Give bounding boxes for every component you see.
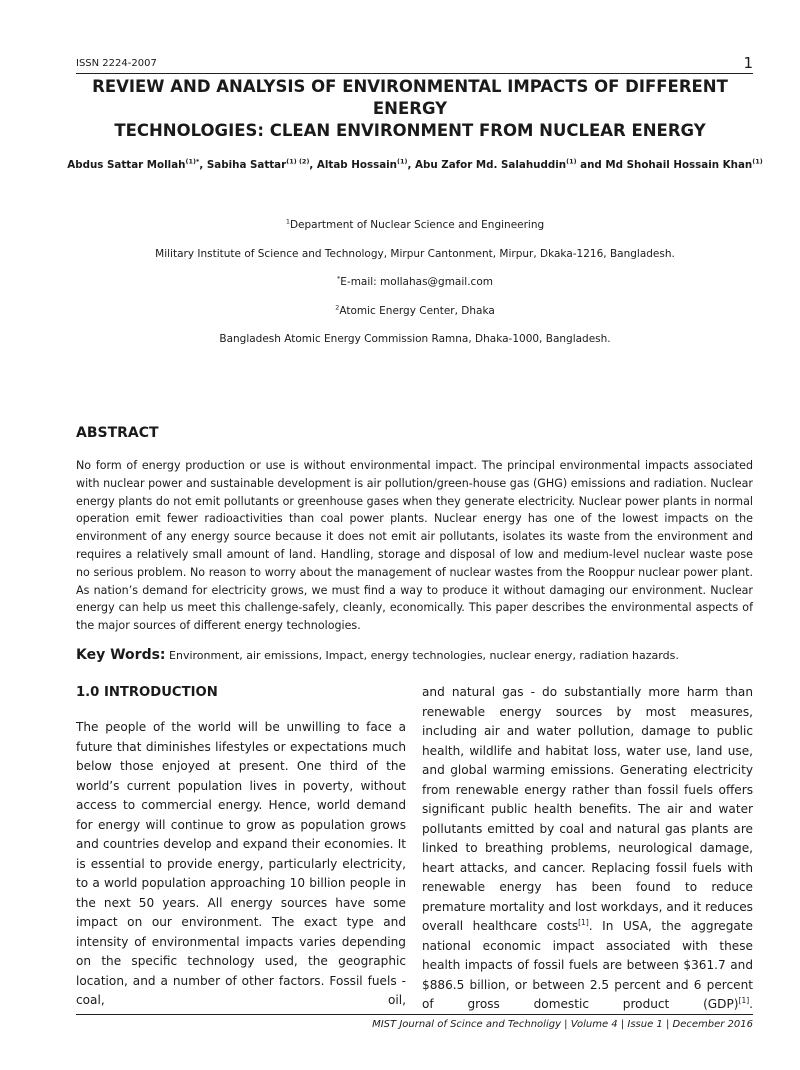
affiliation-department-text: Department of Nuclear Science and Engineering [289, 219, 545, 231]
author-separator: , [407, 159, 415, 171]
author-affiliation-marker: (1) [752, 157, 763, 166]
paper-title [60, 76, 760, 142]
title-line-1: REVIEW AND ANALYSIS OF ENVIRONMENTAL IMPACTS OF DIFFERENT ENERGY [92, 77, 728, 118]
email-text: E-mail: mollahas@gmail.com [340, 276, 493, 288]
footer-rule [76, 1014, 753, 1015]
author-list [40, 159, 790, 171]
author-separator: , [199, 159, 207, 171]
affiliation-department [0, 219, 800, 231]
title-line-2: TECHNOLOGIES: CLEAN ENVIRONMENT FROM NUCLEAR ENERGY [114, 121, 706, 140]
page-number: 1 [743, 54, 753, 72]
author-name: Abu Zafor Md. Salahuddin [414, 159, 567, 171]
author-name: Sabiha Sattar [206, 159, 287, 171]
keywords [76, 647, 679, 663]
header-rule [76, 73, 753, 74]
author-name: Altab Hossain [316, 159, 398, 171]
introduction-right-text-3: . [749, 997, 753, 1011]
author-affiliation-marker: (1) (2) [286, 157, 310, 166]
affiliation-center-text: Atomic Energy Center, Dhaka [339, 305, 495, 317]
abstract-text: No form of energy production or use is without environmental impact. The principal environmental impacts associated with nuclear power and sustainable development is air pollution/green-house gas (GHG) emissions and radiation. Nuclear energy plants do not emit pollutants or greenhouse gases when they generate electricity. Nuclear power plants in normal operation emit fewer radioactivities than coal power plants. Nuclear energy has one of the lowest impacts on the environment of any energy source because it does not emit air pollutants, isolates its waste from the environment and requires a relatively small amount of land. Handling, storage and disposal of low and medium-level nuclear waste pose no serious problem. No reason to worry about the management of nuclear wastes from the Rooppur nuclear power plant. As nation’s demand for electricity grows, we must find a way to produce it without damaging our environment. Nuclear energy can help us meet this challenge-safely, cleanly, economically. This paper describes the environmental aspects of the major sources of different energy technologies. [76, 459, 753, 633]
introduction-right-text-2: . In USA, the aggregate national economic impact associated with these health impacts of fossil fuels are between $361.7 and $886.5 billion, or between 2.5 percent and 6 percent of gross domestic product (GDP) [422, 919, 753, 1011]
author-separator: and [576, 159, 606, 171]
author-affiliation-marker: (1)* [185, 157, 200, 166]
abstract-heading: ABSTRACT [76, 425, 159, 441]
keywords-label: Key Words: [76, 647, 166, 663]
introduction-left-column: The people of the world will be unwilling to face a future that diminishes lifestyles or expectations much below those enjoyed at present. One third of the world’s current population lives in poverty, without access to commercial energy. Hence, world demand for energy will continue to grow as population grows and countries develop and expand their economies. It is essential to provide energy, particularly electricity, to a world population approaching 10 billion people in the next 50 years. All energy sources have some impact on our environment. The exact type and intensity of environmental impacts varies depending on the specific technology used, the geographic location, and a number of other factors. Fossil fuels -coal, oil, [76, 720, 406, 1007]
issn-label: ISSN 2224-2007 [76, 58, 157, 69]
journal-footer: MIST Journal of Scince and Technoligy | Volume 4 | Issue 1 | December 2016 [372, 1019, 753, 1030]
affiliation-email [0, 276, 800, 288]
introduction-right-column [422, 683, 753, 1015]
affiliation-center [0, 305, 800, 317]
email-marker: * [337, 274, 341, 283]
author-name: Md Shohail Hossain Khan [605, 159, 753, 171]
author-affiliation-marker: (1) [397, 157, 408, 166]
author-separator: , [309, 159, 317, 171]
affiliation-institute: Military Institute of Science and Technology, Mirpur Cantonment, Mirpur, Dkaka-1216, Bangladesh. [155, 248, 675, 260]
author-affiliation-marker: (1) [566, 157, 577, 166]
keywords-text: Environment, air emissions, Impact, energy technologies, nuclear energy, radiation hazards. [169, 649, 679, 662]
introduction-heading: 1.0 INTRODUCTION [76, 685, 218, 700]
affiliation-commission: Bangladesh Atomic Energy Commission Ramna, Dhaka-1000, Bangladesh. [219, 333, 611, 345]
author-name: Abdus Sattar Mollah [67, 159, 186, 171]
citation-marker: [1] [738, 995, 750, 1005]
affiliation-marker: 1 [285, 217, 290, 226]
citation-marker: [1] [578, 917, 589, 927]
affiliation-marker: 2 [335, 303, 340, 312]
introduction-right-text-1: and natural gas - do substantially more harm than renewable energy sources by most measures, including air and water pollution, damage to public health, wildlife and habitat loss, water use, land use, and global warming emissions. Generating electricity from renewable energy rather than fossil fuels offers significant public health benefits. The air and water pollutants emitted by coal and natural gas plants are linked to breathing problems, neurological damage, heart attacks, and cancer. Replacing fossil fuels with renewable energy has been found to reduce premature mortality and lost workdays, and it reduces overall healthcare costs [422, 685, 753, 933]
